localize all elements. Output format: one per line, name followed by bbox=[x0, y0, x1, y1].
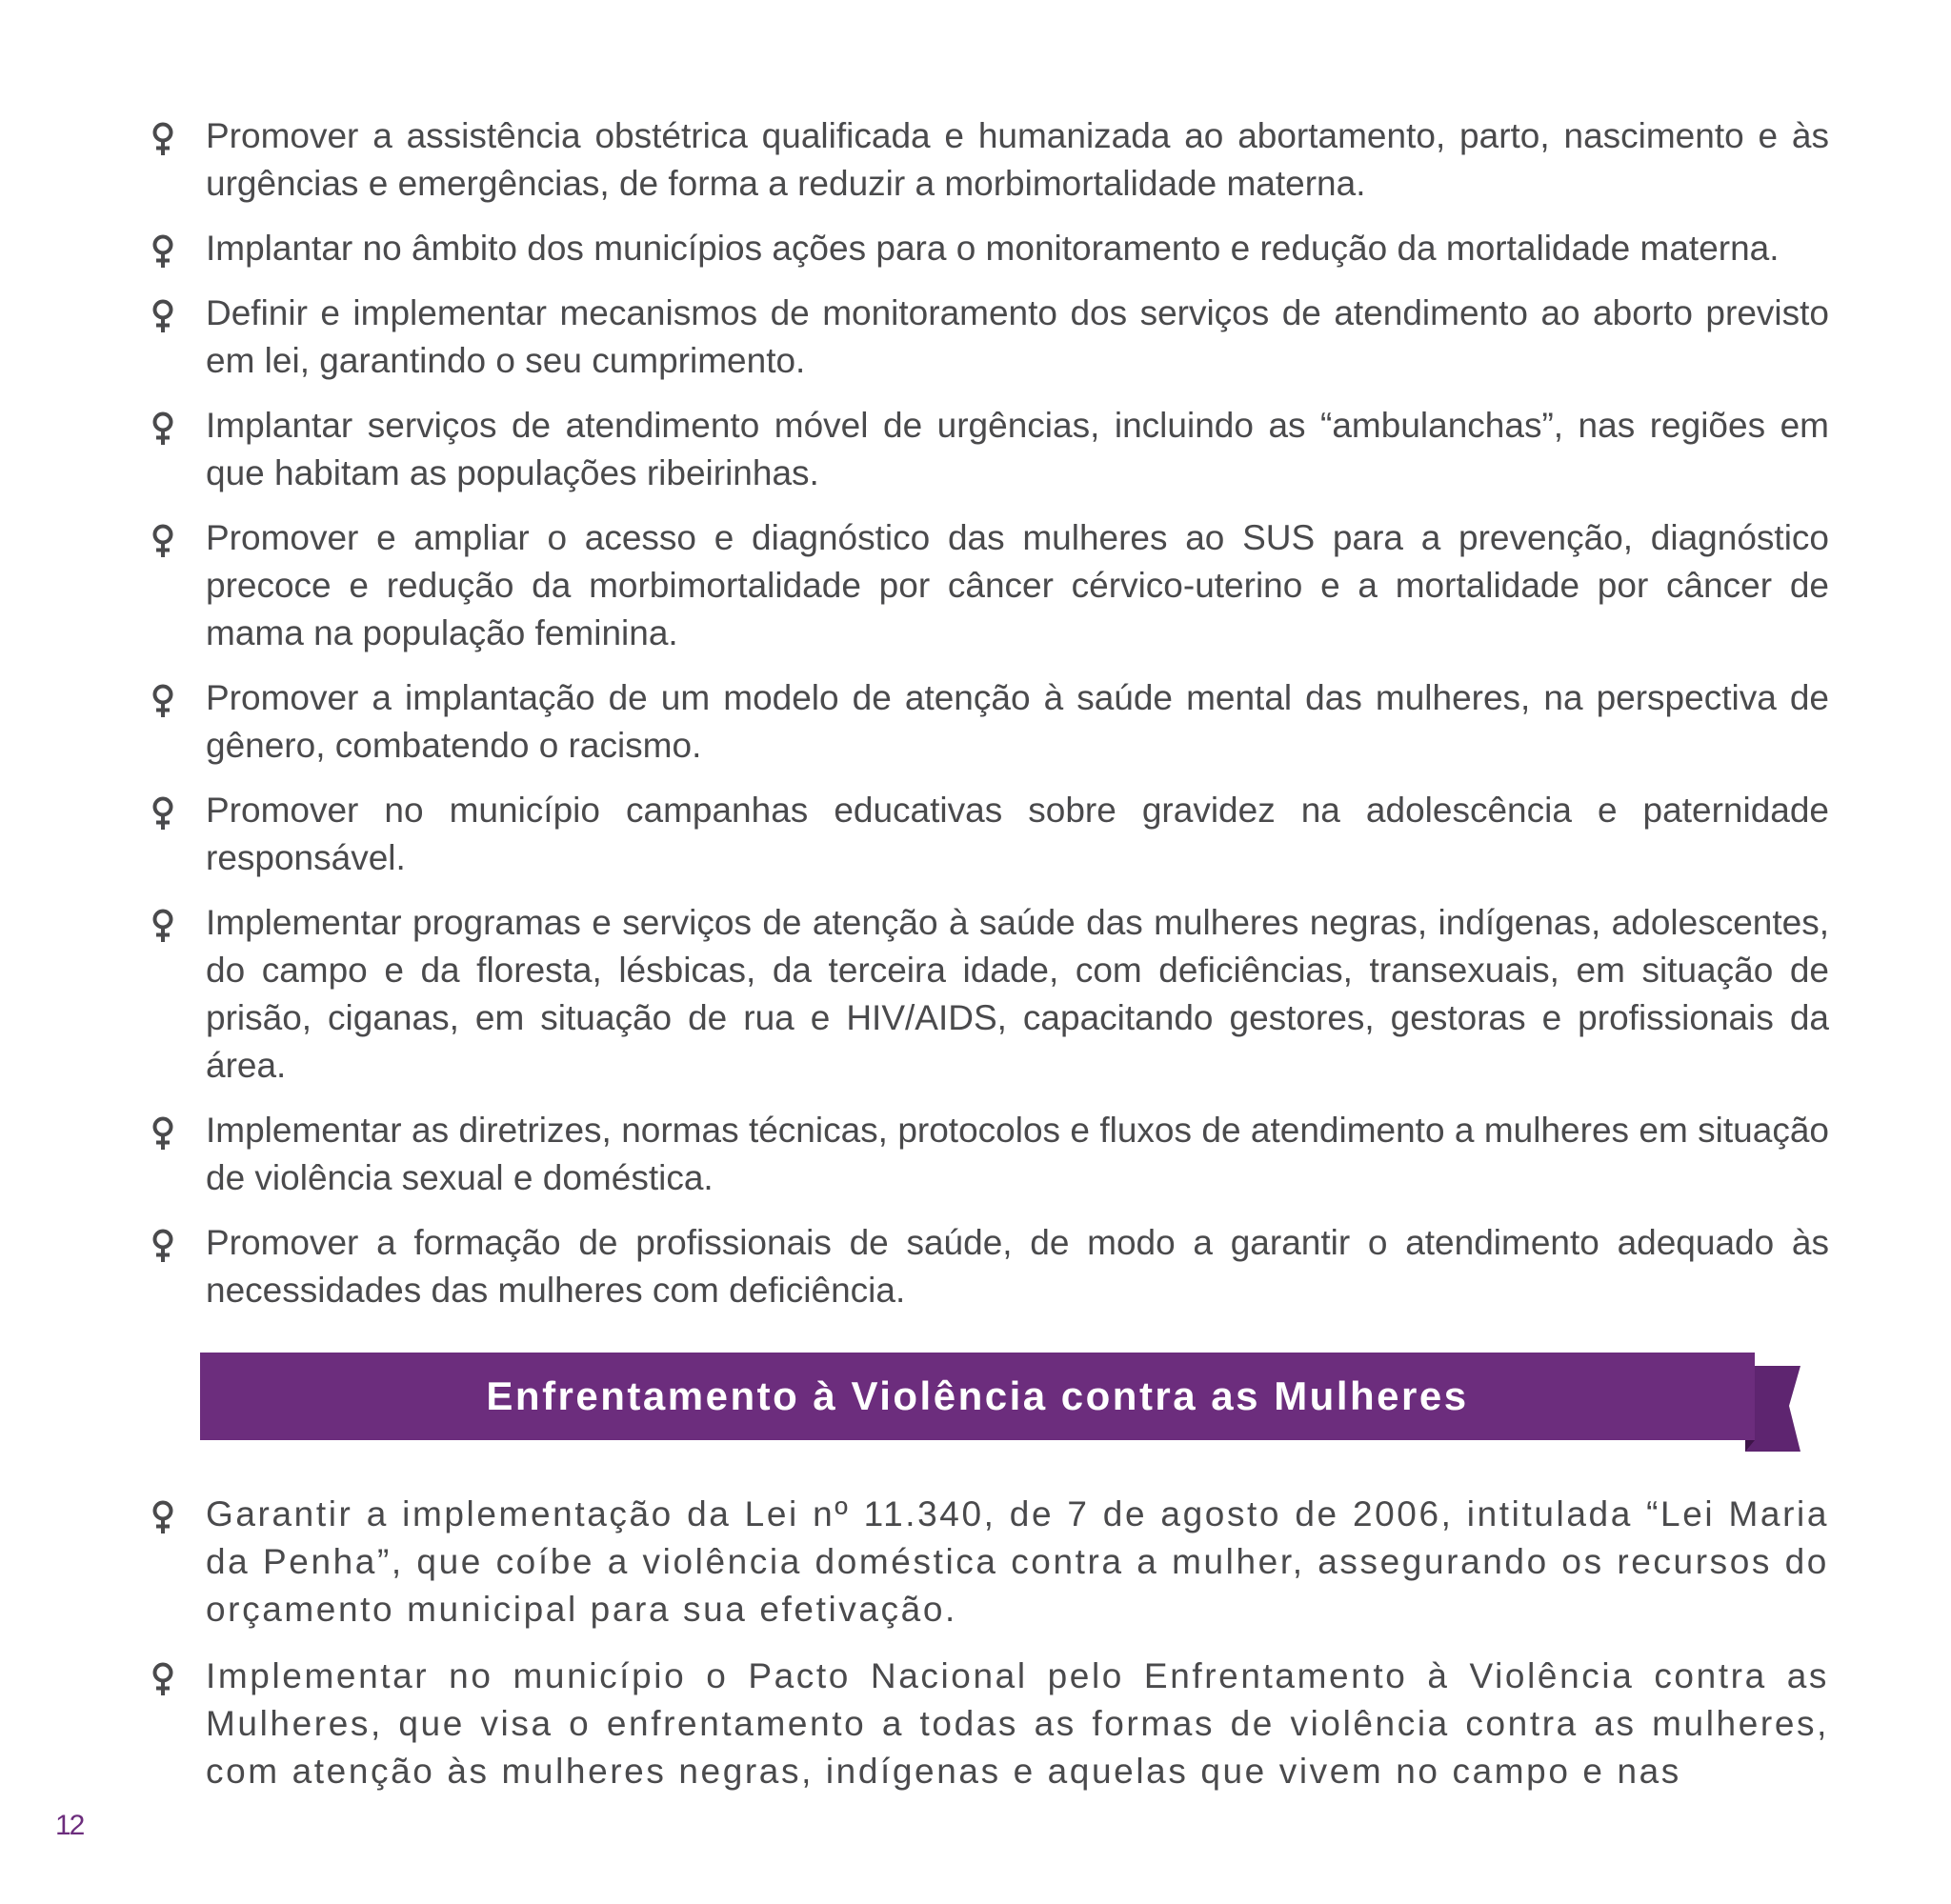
list-item-text: Implementar programas e serviços de atenção à saúde das mulheres negras, indígenas, adolescentes, do campo e da floresta, lésbicas, da terceira idade, com deficiências, transexuais, em situação de prisão, ciganas, em situação de rua e HIV/AIDS, capacitando gestores, gestoras e profissionais da área. bbox=[206, 903, 1829, 1085]
list-item bbox=[143, 1107, 1829, 1202]
violence-actions-list bbox=[143, 1491, 1829, 1814]
section-title: Enfrentamento à Violência contra as Mulheres bbox=[486, 1373, 1469, 1418]
list-item bbox=[143, 112, 1829, 208]
female-symbol-icon bbox=[151, 1500, 175, 1534]
section-banner bbox=[200, 1353, 1820, 1465]
list-item-text: Implementar as diretrizes, normas técnicas, protocolos e fluxos de atendimento a mulheres em situação de violência sexual e doméstica. bbox=[206, 1111, 1829, 1197]
list-item-text: Promover a formação de profissionais de saúde, de modo a garantir o atendimento adequado às necessidades das mulheres com deficiência. bbox=[206, 1223, 1829, 1310]
list-item bbox=[143, 402, 1829, 497]
female-symbol-icon bbox=[151, 684, 175, 718]
female-symbol-icon bbox=[151, 122, 175, 156]
list-item bbox=[143, 1653, 1829, 1795]
female-symbol-icon bbox=[151, 1116, 175, 1151]
list-item-text: Implantar serviços de atendimento móvel de urgências, incluindo as “ambulanchas”, nas regiões em que habitam as populações ribeirinhas. bbox=[206, 406, 1829, 492]
list-item bbox=[143, 1219, 1829, 1314]
list-item-text: Promover a assistência obstétrica qualificada e humanizada ao abortamento, parto, nascimento e às urgências e emergências, de forma a reduzir a morbimortalidade materna. bbox=[206, 116, 1829, 203]
page-number: 12 bbox=[55, 1810, 84, 1841]
female-symbol-icon bbox=[151, 1229, 175, 1263]
female-symbol-icon bbox=[151, 411, 175, 446]
list-item bbox=[143, 225, 1829, 272]
health-actions-list bbox=[143, 112, 1829, 1332]
list-item bbox=[143, 290, 1829, 385]
list-item bbox=[143, 1491, 1829, 1633]
female-symbol-icon bbox=[151, 909, 175, 943]
female-symbol-icon bbox=[151, 796, 175, 831]
female-symbol-icon bbox=[151, 1662, 175, 1696]
list-item-text: Definir e implementar mecanismos de monitoramento dos serviços de atendimento ao aborto previsto em lei, garantindo o seu cumprimento. bbox=[206, 293, 1829, 380]
list-item bbox=[143, 899, 1829, 1090]
female-symbol-icon bbox=[151, 524, 175, 558]
female-symbol-icon bbox=[151, 299, 175, 333]
list-item bbox=[143, 787, 1829, 882]
list-item-text: Garantir a implementação da Lei nº 11.340, de 7 de agosto de 2006, intitulada “Lei Maria da Penha”, que coíbe a violência doméstica contra a mulher, assegurando os recursos do orçamento municipal para sua efetivação. bbox=[206, 1494, 1829, 1629]
list-item-text: Implantar no âmbito dos municípios ações para o monitoramento e redução da mortalidade materna. bbox=[206, 229, 1780, 268]
list-item bbox=[143, 514, 1829, 657]
female-symbol-icon bbox=[151, 234, 175, 269]
list-item-text: Promover e ampliar o acesso e diagnóstico das mulheres ao SUS para a prevenção, diagnóstico precoce e redução da morbimortalidade por câncer cérvico-uterino e a mortalidade por câncer de mama na população feminina. bbox=[206, 518, 1829, 652]
list-item-text: Implementar no município o Pacto Nacional pelo Enfrentamento à Violência contra as Mulheres, que visa o enfrentamento a todas as formas de violência contra as mulheres, com atenção às mulheres negras, indígenas e aquelas que vivem no campo e nas bbox=[206, 1656, 1829, 1791]
list-item bbox=[143, 674, 1829, 770]
list-item-text: Promover a implantação de um modelo de atenção à saúde mental das mulheres, na perspectiva de gênero, combatendo o racismo. bbox=[206, 678, 1829, 765]
list-item-text: Promover no município campanhas educativas sobre gravidez na adolescência e paternidade responsável. bbox=[206, 791, 1829, 877]
